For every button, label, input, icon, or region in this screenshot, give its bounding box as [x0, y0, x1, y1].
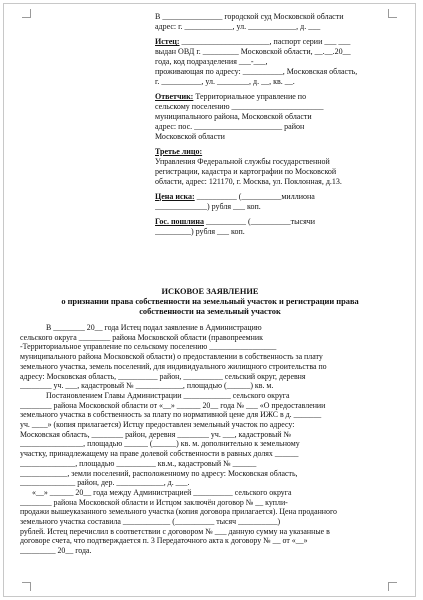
document-subtitle-line: собственности на земельный участок: [139, 307, 281, 316]
court-address-line: адрес: г. ____________, ул. ____________, д. ___: [155, 22, 321, 31]
page-corner-mark: [22, 582, 31, 591]
plaintiff-line: выдан ОВД г. _________ Московской области, __.__.20__: [155, 47, 351, 56]
defendant-line: муниципального района, Московской области: [155, 112, 312, 121]
defendant-block: [155, 92, 395, 142]
body-text-line: «__» ______ 20__ года между Администрацией __________ сельского округа: [32, 487, 292, 497]
document-title: ИСКОВОЕ ЗАЯВЛЕНИЕ: [161, 287, 259, 296]
state-fee-line: _________) рубля ___ коп.: [155, 227, 245, 236]
body-text-line: -Территориальное управление по сельскому поселению _________________: [20, 342, 277, 352]
document-header: [155, 12, 395, 237]
body-text-line: ____________, земли поселений, расположенному по адресу: Московская область,: [20, 468, 298, 478]
third-party-line: Управления Федеральной службы государственной: [155, 157, 330, 166]
state-fee-label: Гос. пошлина: [155, 217, 205, 226]
defendant-label: Ответчик:: [155, 92, 194, 101]
body-text-line: адресу: Московская область, __________ район, __________ сельский округ, деревня: [20, 371, 306, 381]
document-subtitle-line: о признании права собственности на земельный участок и регистрации права: [61, 297, 359, 306]
third-party-line: регистрации, кадастра и картографии по Московской: [155, 167, 337, 176]
document-body: [20, 323, 398, 556]
body-text-line: ________________, площадью ______ (______) кв. м. дополнительно к земельному: [20, 439, 300, 449]
third-party-line: области, адрес: 121170, г. Москва, ул. Поклонная, д.13.: [155, 177, 342, 186]
defendant-line: Московской области: [155, 132, 225, 141]
body-text-line: уч. ____» (копия прилагается) Истцу предоставлен земельный участок по адресу:: [20, 420, 295, 430]
court-line: В _______________ городской суд Московской области: [155, 12, 344, 21]
plaintiff-line: проживающая по адресу: __________, Московская область,: [155, 67, 358, 76]
state-fee-line: __________ (__________тысячи: [206, 217, 316, 226]
body-text-line: рублей. Истец перечислил в соответствии с договором № ___ данную сумму на указанные в: [20, 526, 330, 536]
defendant-line: Территориальное управление по: [195, 92, 307, 101]
page-corner-mark: [22, 9, 31, 18]
plaintiff-block: [155, 37, 395, 87]
body-text-line: земельного участка в собственность за плату по нормативной цене для ИЖС в д. _______: [20, 410, 322, 420]
body-text-line: муниципального района Московской области) о предоставлении в собственность за плату: [20, 352, 323, 362]
plaintiff-line: года, код подразделения ___-___,: [155, 57, 268, 66]
plaintiff-line: ______________________, паспорт серии ___ ___: [181, 37, 351, 46]
claim-price-label: Цена иска:: [155, 192, 195, 201]
body-text-line: Постановлением Главы Администрации ____________ сельского округа: [46, 390, 290, 400]
court-block: [155, 12, 395, 32]
body-text-line: сельского округа ________ района Московской области (правопреемник: [20, 332, 263, 342]
third-party-label: Третье лицо:: [155, 147, 203, 156]
body-text-line: ______________ район, дер. ____________, д. ___.: [20, 478, 190, 488]
claim-price-line: _____________) рубля ___ коп.: [155, 202, 261, 211]
body-text-line: договоре счета, что подтверждается п. 3 Передаточного акта к договору № __ от «__»: [20, 536, 308, 546]
body-text-line: _________ 20__ года.: [20, 546, 92, 556]
body-text-line: участку, принадлежащему на праве долевой собственности в равных долях ______: [20, 449, 299, 459]
claim-price-block: [155, 192, 395, 212]
body-text-line: ______________, площадью __________ кв.м., кадастровый № ______: [20, 458, 257, 468]
body-text-line: земельного участка составила ____________ (__________ тысяч __________): [20, 517, 281, 527]
defendant-line: адрес: пос. ______________________ район: [155, 122, 305, 131]
third-party-block: [155, 147, 395, 187]
plaintiff-label: Истец:: [155, 37, 180, 46]
body-text-line: В ________ 20__ года Истец подал заявление в Администрацию: [46, 323, 262, 332]
claim-price-line: __________ (__________миллиона: [196, 192, 315, 201]
document-subtitle: [20, 297, 400, 317]
body-text-line: Московская область, ________ район, деревня ________ уч. ___, кадастровый №: [20, 429, 291, 439]
body-text-line: земельного участка, земель поселений, для индивидуального жилищного строительства по: [20, 361, 327, 371]
body-text-line: ________ района Московской области и Истцом заключён договор № __ купли-: [20, 497, 288, 507]
defendant-line: сельскому поселению _______________________: [155, 102, 324, 111]
body-text-line: ________ района Московской области от «__» ______ 20__ года № ___ «О предоставлении: [20, 400, 326, 410]
page-corner-mark: [388, 582, 397, 591]
plaintiff-line: г. __________, ул. ________, д. __, кв. __.: [155, 77, 295, 86]
body-text-line: ________ уч. ___, кадастровый № ____________, площадью (______) кв. м.: [20, 381, 274, 391]
body-text-line: продажи вышеуказанного земельного участка (копия договора прилагается). Цена проданного: [20, 507, 337, 517]
state-fee-block: [155, 217, 395, 237]
